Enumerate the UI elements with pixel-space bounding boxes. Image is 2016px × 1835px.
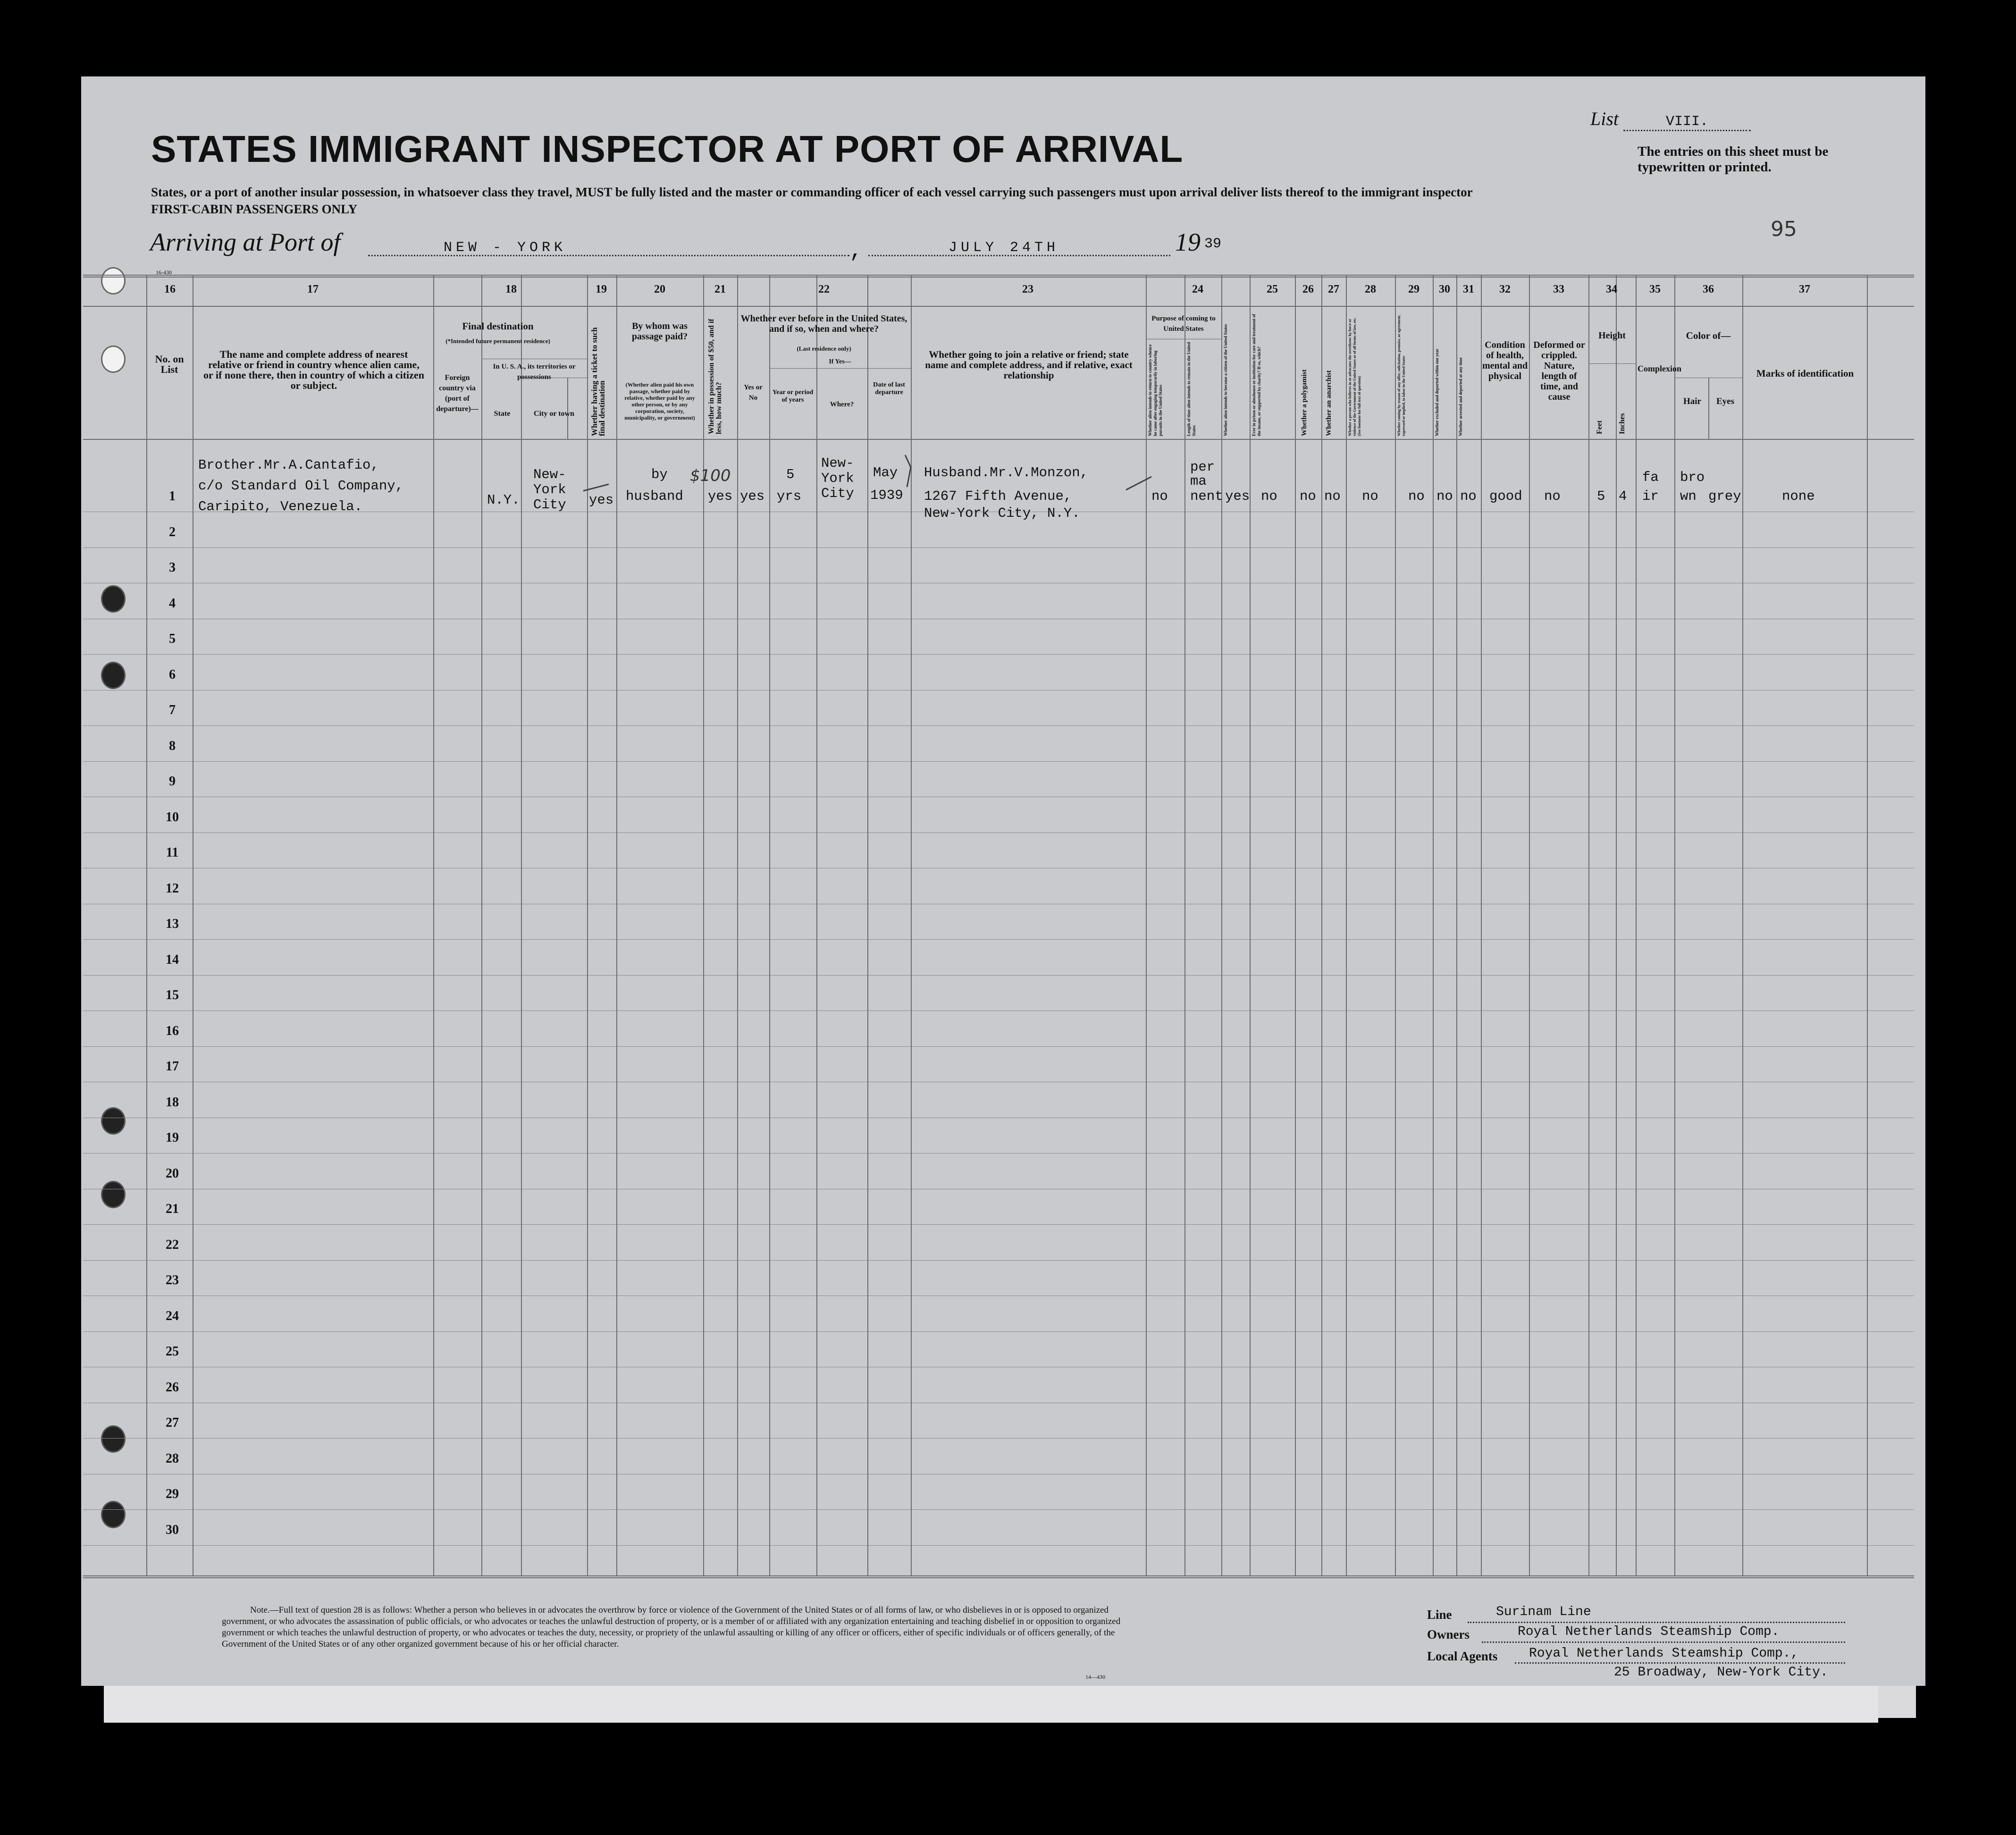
row-number: 13 <box>166 917 179 931</box>
row-number: 2 <box>169 524 176 539</box>
year-suffix: 39 <box>1204 236 1222 252</box>
col-number: 34 <box>1606 283 1617 295</box>
entry-length-line3: nent <box>1190 488 1223 504</box>
owners-underline <box>1482 1641 1845 1643</box>
col-number: 36 <box>1703 283 1714 295</box>
entry-anarchist: no <box>1324 488 1341 504</box>
pencil-check <box>1126 477 1151 490</box>
entry-years-line2: yrs <box>777 488 802 504</box>
header-passage-paid: By whom was passage paid? <box>631 321 688 342</box>
header-before-in-us: Whether ever before in the United States, and if so, when and where? <box>740 313 907 334</box>
header-final-destination: Final destination <box>462 320 534 332</box>
entry-excluded: no <box>1436 488 1453 504</box>
owners-label: Owners <box>1427 1627 1470 1641</box>
row-number: 15 <box>166 988 179 1002</box>
col-number: 24 <box>1192 283 1203 295</box>
header-hair: Hair <box>1683 396 1701 406</box>
row-number: 23 <box>166 1273 179 1288</box>
entry-departure-line2: 1939 <box>870 488 903 503</box>
list-value: VIII. <box>1623 114 1751 131</box>
row-number: 9 <box>169 774 176 789</box>
header-ticket: Whether having a ticket to such final destination <box>590 327 606 436</box>
col-number: 20 <box>654 283 665 295</box>
entry-years-line1: 5 <box>786 467 795 482</box>
header-city: City or town <box>534 410 574 418</box>
header-final-destination-note: (*Intended future permanent residence) <box>445 337 550 345</box>
entry-inches: 4 <box>1619 488 1627 504</box>
agents-value1: Royal Netherlands Steamship Comp., <box>1529 1646 1799 1661</box>
entry-relative-line1: Brother.Mr.A.Cantafio, <box>198 457 379 473</box>
row-number: 16 <box>166 1023 179 1038</box>
entry-hair-line2: wn <box>1680 488 1697 504</box>
row-number: 7 <box>169 703 176 717</box>
comma: , <box>849 239 863 263</box>
row-number: 26 <box>166 1380 179 1395</box>
class-line: FIRST-CABIN PASSENGERS ONLY <box>151 202 358 216</box>
row-number: 8 <box>169 738 176 753</box>
row-number: 27 <box>166 1415 179 1430</box>
header-inches: Inches <box>1618 413 1626 434</box>
row-number: 24 <box>166 1308 179 1323</box>
row-number: 25 <box>166 1344 179 1359</box>
row-number: 10 <box>166 809 179 825</box>
row-number: 11 <box>166 845 179 860</box>
header-if-yes: If Yes— <box>829 358 851 365</box>
col-number: 31 <box>1463 283 1474 295</box>
entry-paid-line2: husband <box>626 488 683 504</box>
header-where: Where? <box>830 401 854 408</box>
entries-note: The entries on this sheet must be typewritten or printed. <box>1638 144 1829 175</box>
entry-deformed: no <box>1544 488 1561 504</box>
entry-feet: 5 <box>1597 488 1605 504</box>
form-number: 16-430 <box>156 269 172 276</box>
header-arrested: Whether arrested and deported at any time <box>1458 357 1463 436</box>
entry-length-line2: ma <box>1190 473 1207 489</box>
header-years: Year or period of years <box>772 389 814 404</box>
header-foreign-country: Foreign country via (port of departure)— <box>436 374 479 413</box>
entry-offer: no <box>1408 488 1425 504</box>
page-number: 95 <box>1771 217 1797 241</box>
col-number: 33 <box>1553 283 1564 295</box>
year-prefix: 19 <box>1175 228 1201 256</box>
col-number: 17 <box>307 283 319 295</box>
col-number: 22 <box>818 283 830 295</box>
col-number: 18 <box>505 283 517 295</box>
entry-return: no <box>1151 488 1168 504</box>
header-prison: Ever in prison or almshouse or institution for care and treatment of the insane, or supported by charity? If so, which? <box>1252 314 1261 436</box>
header-deformed: Deformed or crippled. Nature, length of time, and cause <box>1533 340 1585 402</box>
entry-money-amount: $100 <box>690 466 731 485</box>
entry-where-line1: New- <box>821 455 854 471</box>
agents-value2: 25 Broadway, New-York City. <box>1614 1665 1828 1680</box>
header-color-of: Color of— <box>1686 330 1731 341</box>
port-value: NEW - YORK <box>444 240 567 256</box>
entry-complexion-line1: fa <box>1642 470 1659 485</box>
col-number: 19 <box>596 283 607 295</box>
col-number: 23 <box>1022 283 1033 295</box>
row-number: 28 <box>166 1451 179 1466</box>
col-number: 29 <box>1408 283 1420 295</box>
entry-money-yes: yes <box>708 488 733 504</box>
entry-city-line2: York <box>533 482 566 497</box>
entry-departure-line1: May <box>873 465 898 480</box>
entry-relative-line2: c/o Standard Oil Company, <box>198 478 404 494</box>
header-possession-50: Whether in possession of $50, and if less, how much? <box>707 319 723 434</box>
line-underline <box>1468 1622 1845 1623</box>
row-number: 22 <box>166 1237 179 1252</box>
col-number: 16 <box>164 283 176 295</box>
entry-city-line3: City <box>533 497 566 513</box>
header-purpose-return: Whether alien intends to return to country whence he came after engaging temporarily in laboring pursuits in the United States <box>1148 344 1163 436</box>
header-labor-offer: Whether coming by reason of any offer, solicitation, promise, or agreement, expressed or implied, to labor in the United States <box>1397 315 1406 436</box>
form-code: 14—430 <box>1085 1674 1105 1680</box>
entry-join-line1: Husband.Mr.V.Monzon, <box>924 465 1089 480</box>
col-number: 27 <box>1328 283 1339 295</box>
col-number: 26 <box>1302 283 1314 295</box>
header-purpose-length: Length of time alien intends to remain in the United States <box>1186 342 1196 436</box>
entry-join-line2: 1267 Fifth Avenue, <box>924 488 1072 504</box>
row-number: 30 <box>166 1522 179 1537</box>
page-title: STATES IMMIGRANT INSPECTOR AT PORT OF ARRIVAL <box>151 128 1184 170</box>
row-number: 14 <box>166 952 179 967</box>
col-number: 37 <box>1799 283 1810 295</box>
header-excluded: Whether excluded and deported within one year <box>1435 348 1439 436</box>
header-passage-note: (Whether alien paid his own passage, whether paid by relative, whether paid by any other person, or by any corporation, society, municipality, or government) <box>624 381 695 421</box>
col-number: 21 <box>714 283 726 295</box>
entry-join-line3: New-York City, N.Y. <box>924 505 1080 521</box>
header-marks: Marks of identification <box>1756 368 1854 379</box>
entry-hair-line1: bro <box>1680 470 1705 485</box>
line-label: Line <box>1427 1608 1452 1622</box>
header-overthrow: Whether a person who believes in or advocates the overthrow by force or violence of the Government of the United States or of all forms of law, etc. (See footnote for full text of question) <box>1348 317 1361 436</box>
row-number: 6 <box>169 667 176 682</box>
header-date-departure: Date of last departure <box>873 381 905 396</box>
arriving-label: Arriving at Port of <box>150 228 341 256</box>
entry-ticket: yes <box>589 492 614 508</box>
header-health: Condition of health, mental and physical <box>1482 340 1528 381</box>
entry-before: yes <box>740 488 765 504</box>
entry-prison: no <box>1261 488 1277 504</box>
entry-where-line2: York <box>821 471 854 486</box>
col-number: 28 <box>1365 283 1376 295</box>
pencil-check <box>583 484 609 491</box>
entry-citizen: yes <box>1225 488 1250 504</box>
row-number: 18 <box>166 1094 179 1110</box>
header-purpose: Purpose of coming to United States <box>1151 315 1216 333</box>
header-polygamist: Whether a polygamist <box>1301 369 1308 436</box>
agents-label: Local Agents <box>1427 1649 1498 1663</box>
row-number: 12 <box>166 881 179 896</box>
entry-length-line1: per <box>1190 459 1215 475</box>
row-number: 21 <box>166 1202 179 1216</box>
footnote-q28: Note.—Full text of question 28 is as follows: Whether a person who believes in or advocates the overthrow by force or violence of the Government of the United States or of all forms of law, or who disbelieves in or is opposed to organized government, or who advocates the assassination of public officials, or who advocates or teaches the unlawful destruction of property, or is a member of or affiliated with any organization entertaining and teaching disbelief in or opposition to organized government or which teaches the unlawful destruction of property, or who advocates or teaches the duty, necessity, or propriety of the unlawful assaulting or killing of any officer or officers, either of specific individuals or of officers generally, of the Government of the United States or of any other organized government because of his or her official character. <box>222 1605 1121 1649</box>
entry-state: N.Y. <box>487 492 520 508</box>
entry-where-line3: City <box>821 486 854 501</box>
row-number: 17 <box>166 1059 179 1074</box>
col-number: 25 <box>1267 283 1278 295</box>
row-number: 5 <box>169 631 176 646</box>
entry-overthrow: no <box>1362 488 1378 504</box>
date-value: JULY 24TH <box>949 240 1059 256</box>
pencil-mark <box>905 455 911 487</box>
owners-value: Royal Netherlands Steamship Comp. <box>1518 1625 1780 1639</box>
entry-complexion-line2: ir <box>1642 488 1659 504</box>
header-join-relative: Whether going to join a relative or friend; state name and complete address, and if relative, exact relationship <box>925 349 1133 381</box>
header-no-on-list: No. on List <box>155 353 184 375</box>
list-label: List <box>1590 108 1619 129</box>
row-number: 3 <box>169 560 176 575</box>
header-yes-no: Yes or No <box>744 384 763 402</box>
header-citizen: Whether alien intends to become a citizen of the United States <box>1223 324 1228 436</box>
header-complexion: Complexion <box>1638 364 1682 373</box>
row-number: 4 <box>169 596 176 611</box>
col-number: 35 <box>1649 283 1661 295</box>
header-feet: Feet <box>1596 420 1604 434</box>
row-number: 1 <box>169 489 176 504</box>
entry-city-line1: New- <box>533 467 566 482</box>
page-subtitle: States, or a port of another insular possession, in whatsoever class they travel, MUST be fully listed and the master or commanding officer of each vessel carrying such passengers must upon arrival deliver lists thereof to the immigrant inspector <box>151 185 1473 199</box>
header-anarchist: Whether an anarchist <box>1325 370 1333 436</box>
line-value: Surinam Line <box>1496 1605 1591 1619</box>
entry-marks: none <box>1782 488 1815 504</box>
entry-health: good <box>1489 488 1522 504</box>
header-eyes: Eyes <box>1716 396 1734 406</box>
row-number: 19 <box>166 1130 179 1145</box>
entry-arrested: no <box>1460 488 1477 504</box>
header-relative-address: The name and complete address of nearest relative or friend in country whence alien came, or if none there, then in country of which a citizen or subject. <box>203 348 424 391</box>
entry-relative-line3: Caripito, Venezuela. <box>198 499 363 514</box>
col-number: 32 <box>1499 283 1511 295</box>
entry-eyes: grey <box>1708 488 1741 504</box>
entry-paid-line1: by <box>651 467 668 482</box>
agents-underline <box>1515 1662 1845 1664</box>
row-number: 20 <box>166 1166 179 1181</box>
row-number: 29 <box>166 1487 179 1501</box>
col-number: 30 <box>1439 283 1450 295</box>
entry-polygamist: no <box>1300 488 1316 504</box>
header-in-usa: In U. S. A., its territories or possessions <box>493 363 576 381</box>
header-last-residence: (Last residence only) <box>797 345 851 352</box>
header-height: Height <box>1598 330 1626 341</box>
header-state: State <box>494 410 511 418</box>
